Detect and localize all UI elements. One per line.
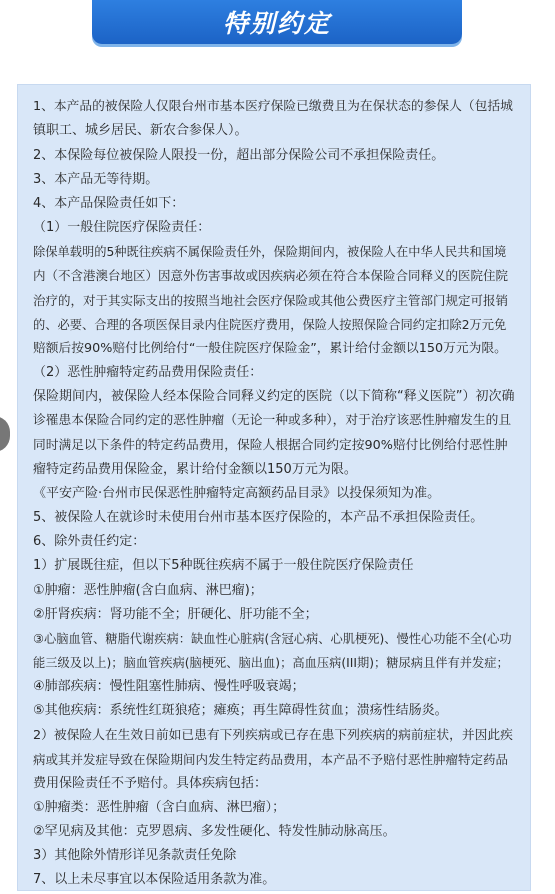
terms-line: 7、以上未尽事宜以本保险适用条款为准。 xyxy=(33,872,276,887)
terms-line: ②罕见病及其他：克罗恩病、多发性硬化、特发性肺动脉高压。 xyxy=(33,824,396,839)
page-title: 特别约定 xyxy=(222,9,331,38)
terms-line: ②肝肾疾病：肾功能不全；肝硬化、肝功能不全； xyxy=(33,607,318,622)
terms-line: 3）其他除外情形详见条款责任免除 xyxy=(33,848,237,863)
terms-line: 瘤特定药品费用保险金，累计给付金额以150万元为限。 xyxy=(33,462,357,477)
terms-line: 内（不含港澳台地区）因意外伤害事故或因疾病必须在符合本保险合同释义的医院住院 xyxy=(33,268,509,283)
terms-line: 除保单载明的5种既往疾病不属保险责任外，保险期间内，被保险人在中华人民共和国境 xyxy=(33,245,507,259)
terms-line: 1、本产品的被保险人仅限台州市基本医疗保险已缴费且为在保状态的参保人（包括城 xyxy=(33,99,513,114)
terms-line: 3、本产品无等待期。 xyxy=(33,172,159,187)
terms-line: ③心脑血管、糖脂代谢疾病：缺血性心脏病(含冠心病、心肌梗死)、慢性心功能不全(心功 xyxy=(33,632,512,646)
terms-line: 能三级及以上)；脑血管疾病(脑梗死、脑出血)；高血压病(III期)；糖尿病且伴有并发症； xyxy=(33,656,509,670)
terms-line: 赔额后按90%赔付比例给付“一般住院医疗保险金”，累计给付金额以150万元为限。 xyxy=(33,341,507,356)
terms-line: 同时满足以下条件的特定药品费用，保险人根据合同约定按90%赔付比例给付恶性肿 xyxy=(33,438,508,453)
terms-line: 4、本产品保险责任如下： xyxy=(33,196,185,211)
terms-line: 5、被保险人在就诊时未使用台州市基本医疗保险的，本产品不承担保险责任。 xyxy=(33,510,484,525)
terms-line: 的、必要、合理的各项医保目录内住院医疗费用，保险人按照保险合同约定扣除2万元免 xyxy=(33,318,507,332)
terms-line: ④肺部疾病：慢性阻塞性肺病、慢性呼吸衰竭； xyxy=(33,679,305,694)
title-banner xyxy=(92,0,462,44)
terms-line: ①肿瘤：恶性肿瘤(含白血病、淋巴瘤)； xyxy=(33,583,263,598)
terms-line: 诊罹患本保险合同约定的恶性肿瘤（无论一种或多种），对于治疗该恶性肿瘤发生的且 xyxy=(33,413,512,428)
terms-line: 2、本保险每位被保险人限投一份，超出部分保险公司不承担保险责任。 xyxy=(33,148,445,163)
terms-line: （2）恶性肿瘤特定药品费用保险责任： xyxy=(33,365,263,380)
terms-line: 治疗的，对于其实际支出的按照当地社会医疗保险或其他公费医疗主管部门规定可报销 xyxy=(33,293,509,308)
terms-line: 2）被保险人在生效日前如已患有下列疾病或已存在患下列疾病的病前症状，并因此疾 xyxy=(33,728,513,743)
terms-line: （1）一般住院医疗保险责任： xyxy=(33,220,211,235)
terms-line: 费用保险责任不予赔付。具体疾病包括： xyxy=(33,776,268,791)
side-scroll-handle[interactable] xyxy=(0,416,10,452)
terms-line: ⑤其他疾病：系统性红斑狼疮；瘫痪；再生障碍性贫血；溃疡性结肠炎。 xyxy=(33,703,448,718)
terms-line: 1）扩展既往症，但以下5种既往疾病不属于一般住院医疗保险责任 xyxy=(33,558,414,573)
terms-line: 6、除外责任约定： xyxy=(33,534,146,549)
terms-line: 镇职工、城乡居民、新农合参保人）。 xyxy=(33,123,248,138)
terms-line: 保险期间内，被保险人经本保险合同释义约定的医院（以下简称“释义医院”）初次确 xyxy=(33,389,515,404)
terms-line: 病或其并发症导致在保险期间内发生特定药品费用，本产品不予赔付恶性肿瘤特定药品 xyxy=(33,752,509,767)
terms-line: 《平安产险·台州市民保恶性肿瘤特定高额药品目录》以投保须知为准。 xyxy=(33,486,441,501)
terms-line: ①肿瘤类：恶性肿瘤（含白血病、淋巴瘤）； xyxy=(33,800,286,815)
